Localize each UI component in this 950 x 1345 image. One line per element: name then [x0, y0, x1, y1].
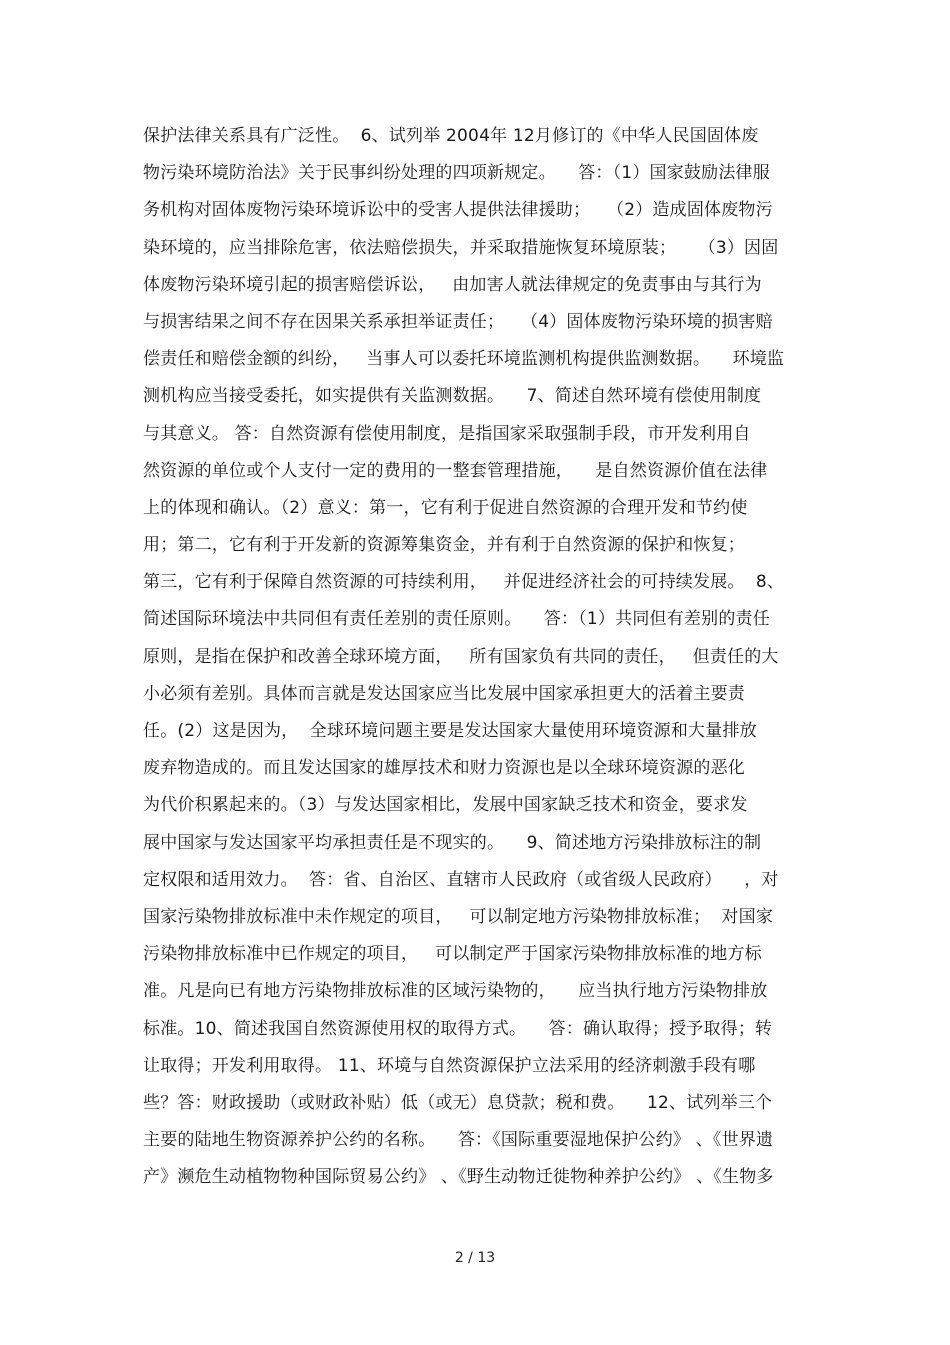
text-line: 与损害结果之间不存在因果关系承担举证责任； （4）固体废物污染环境的损害赔 — [143, 311, 773, 332]
text-line: 保护法律关系具有广泛性。 6、试列举 2004年 12月修订的《中华人民国固体废 — [143, 126, 759, 146]
text-line: 物污染环境防治法》关于民事纠纷处理的四项新规定。 答：（1）国家鼓励法律服 — [143, 163, 770, 184]
text-line: 原则，是指在保护和改善全球环境方面， 所有国家负有共同的责任， 但责任的大 — [143, 646, 779, 667]
text-line: 然资源的单位或个人支付一定的费用的一整套管理措施， 是自然资源价值在法律 — [143, 460, 768, 481]
text-line: 废弃物造成的。而且发达国家的雄厚技术和财力资源也是以全球环境资源的恶化 — [143, 758, 745, 779]
body-text — [143, 118, 813, 1196]
text-line: 第三，它有利于保障自然资源的可持续利用， 并促进经济社会的可持续发展。 8、 — [143, 572, 785, 593]
text-line: 务机构对固体废物污染环境诉讼中的受害人提供法律援助； （2）造成固体废物污 — [143, 200, 773, 221]
text-line: 小必须有差别。具体而言就是发达国家应当比发展中国家承担更大的活着主要责 — [143, 683, 745, 704]
text-line: 让取得；开发利用取得。 11、环境与自然资源保护立法采用的经济刺激手段有哪 — [143, 1055, 756, 1076]
text-line: 准。凡是向已有地方污染物排放标准的区域污染物的， 应当执行地方污染物排放 — [143, 981, 768, 1002]
text-line: 定权限和适用效力。 答：省、自治区、直辖市人民政府（或省级人民政府） ，对 — [143, 869, 779, 890]
text-line: 测机构应当接受委托，如实提供有关监测数据。 7、简述自然环境有偿使用制度 — [143, 386, 762, 407]
text-line: 染环境的，应当排除危害，依法赔偿损失，并采取措施恢复环境原装； （3）因固 — [143, 237, 779, 258]
text-line: 简述国际环境法中共同但有责任差别的责任原则。 答：（1）共同但有差别的责任 — [143, 609, 770, 630]
text-line: 为代价积累起来的。（3）与发达国家相比，发展中国家缺乏技术和资金，要求发 — [143, 795, 748, 816]
text-line: 用；第二，它有利于开发新的资源筹集资金，并有利于自然资源的保护和恢复； — [143, 535, 745, 556]
text-line: 体废物污染环境引起的损害赔偿诉讼， 由加害人就法律规定的免责事由与其行为 — [143, 274, 762, 295]
text-line: 产》濒危生动植物物种国际贸易公约》 、《野生动物迁徙物种养护公约》 、《生物多 — [143, 1167, 774, 1188]
text-line: 展中国家与发达国家平均承担责任是不现实的。 9、简述地方污染排放标注的制 — [143, 832, 762, 853]
text-line: 污染物排放标准中已作规定的项目， 可以制定严于国家污染物排放标准的地方标 — [143, 944, 762, 965]
text-line: 标准。10、简述我国自然资源使用权的取得方式。 答：确认取得；授予取得；转 — [143, 1018, 773, 1039]
text-line: 上的体现和确认。（2）意义：第一，它有利于促进自然资源的合理开发和节约使 — [143, 497, 748, 518]
text-line: 与其意义。 答：自然资源有偿使用制度，是指国家采取强制手段，市开发利用自 — [143, 423, 751, 444]
text-line: 国家污染物排放标准中未作规定的项目， 可以制定地方污染物排放标准； 对国家 — [143, 906, 774, 927]
text-line: 些？答：财政援助（或财政补贴）低（或无）息贷款；税和费。 12、试列举三个 — [143, 1092, 773, 1113]
text-line: 偿责任和赔偿金额的纠纷， 当事人可以委托环境监测机构提供监测数据。 环境监 — [143, 349, 785, 370]
text-line: 任。(2）这是因为， 全球环境问题主要是发达国家大量使用环境资源和大量排放 — [143, 721, 757, 741]
page-number: 2 / 13 — [454, 1250, 496, 1266]
text-line: 主要的陆地生物资源养护公约的名称。 答：《国际重要湿地保护公约》 、《世界遗 — [143, 1130, 774, 1151]
